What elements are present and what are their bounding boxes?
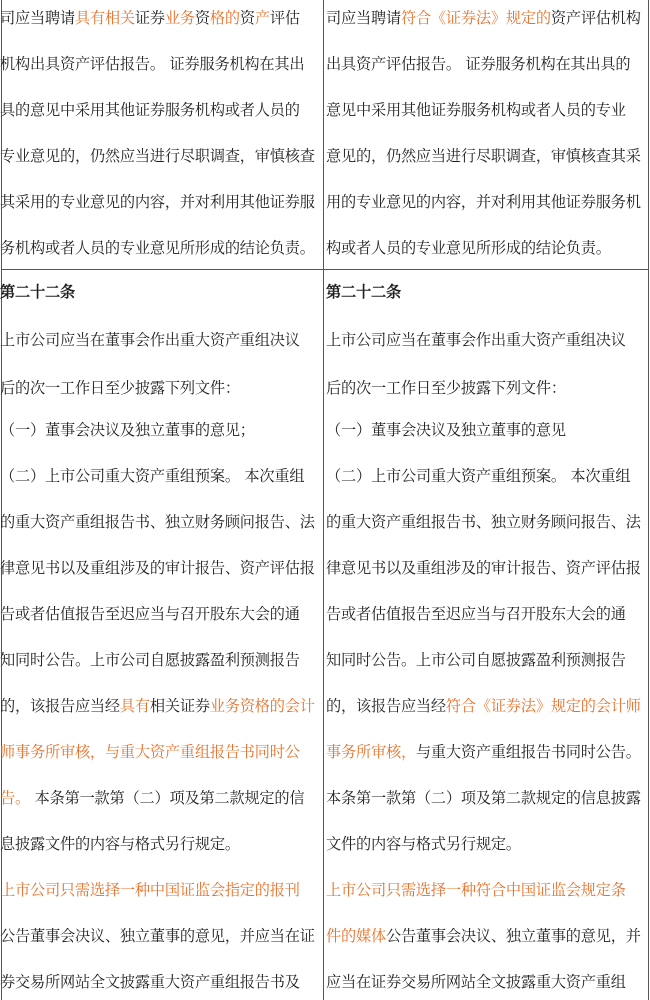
text-line	[326, 834, 648, 854]
highlighted-text: 师事务所审核，与重大资产重组报告书同时公	[0, 743, 300, 761]
text-segment: 意见的，仍然应当进行尽职调查，审慎核查其采	[326, 147, 641, 165]
text-segment: 务机构或者人员的专业意见所形成的结论负责。	[0, 239, 315, 257]
text-line	[326, 788, 648, 808]
table-border-right	[648, 0, 649, 1000]
text-line	[0, 420, 320, 440]
text-segment: 律意见书以及重组涉及的审计报告、资产评估报	[326, 559, 641, 577]
text-segment: 用的专业意见的内容，并对利用其他证券服务机	[326, 193, 641, 211]
text-line	[0, 972, 320, 992]
text-segment: 文件的内容与格式另行规定。	[326, 835, 521, 853]
text-line	[326, 8, 648, 28]
text-line	[326, 880, 648, 900]
text-line	[326, 972, 648, 992]
text-segment: 上市公司应当在董事会作出重大资产重组决议	[326, 331, 626, 349]
highlighted-text: 符合《证券法》规定的会计师	[445, 697, 641, 715]
text-line	[0, 696, 320, 716]
text-segment: 机构出具资产评估报告。 证券服务机构在其出	[0, 55, 305, 73]
text-segment: 专业意见的，仍然应当进行尽职调查，审慎核查	[0, 147, 315, 165]
text-line	[0, 604, 320, 624]
text-segment: 与重大资产重组报告书同时公告。	[415, 743, 641, 761]
text-segment: 后的次一工作日至少披露下列文件：	[326, 379, 566, 397]
text-line	[326, 238, 648, 258]
text-line	[0, 650, 320, 670]
text-segment: 评估	[269, 9, 300, 27]
text-line	[326, 742, 648, 762]
highlighted-text: 符合《证券法》规定的	[400, 9, 551, 27]
text-segment: （一）董事会决议及独立董事的意见	[326, 421, 566, 439]
text-segment: 本条第一款第（二）项及第二款规定的信息披露	[326, 789, 641, 807]
highlighted-text: 产	[254, 9, 270, 27]
highlighted-text: 事务所审核，	[326, 743, 416, 761]
text-line	[326, 604, 648, 624]
highlighted-text: 格的	[209, 9, 240, 27]
text-segment: 公告董事会决议、独立董事的意见，并应当在证	[0, 927, 315, 945]
text-line	[0, 788, 320, 808]
highlighted-text: 告。	[0, 789, 30, 807]
text-segment: 知同时公告。上市公司自愿披露盈利预测报告	[326, 651, 626, 669]
text-segment: 律意见书以及重组涉及的审计报告、资产评估报	[0, 559, 315, 577]
text-line	[0, 54, 320, 74]
text-line	[326, 192, 648, 212]
text-line	[0, 378, 320, 398]
text-segment: 的重大资产重组报告书、独立财务顾问报告、法	[0, 513, 315, 531]
row-divider	[1, 269, 649, 270]
text-line	[326, 926, 648, 946]
text-segment: 本条第一款第（二）项及第二款规定的信	[29, 789, 305, 807]
text-segment: 的，该报告应当经	[326, 697, 446, 715]
text-line	[326, 466, 648, 486]
text-line	[0, 926, 320, 946]
text-line	[0, 466, 320, 486]
text-line	[326, 146, 648, 166]
text-line	[326, 378, 648, 398]
text-line	[0, 8, 320, 28]
text-line	[326, 420, 648, 440]
text-segment: （二）上市公司重大资产重组预案。 本次重组	[0, 467, 305, 485]
highlighted-text: 件的媒体	[326, 927, 386, 945]
text-segment: 出具资产评估报告。 证券服务机构在其出具的	[326, 55, 631, 73]
text-segment: 后的次一工作日至少披露下列文件：	[0, 379, 240, 397]
text-line	[326, 100, 648, 120]
text-line	[326, 558, 648, 578]
text-line	[326, 512, 648, 532]
text-segment: 知同时公告。上市公司自愿披露盈利预测报告	[0, 651, 300, 669]
text-line	[326, 54, 648, 74]
text-segment: 告或者估值报告至迟应当与召开股东大会的通	[326, 605, 626, 623]
text-line	[0, 512, 320, 532]
highlighted-text: 具有	[119, 697, 150, 715]
text-line	[326, 696, 648, 716]
highlighted-text: 业务	[164, 9, 195, 27]
highlighted-text: 业务资格的会计	[209, 697, 315, 715]
text-line	[326, 650, 648, 670]
article-heading	[0, 282, 320, 302]
text-segment: 构或者人员的专业意见所形成的结论负责。	[326, 239, 611, 257]
text-segment: 第二十二条	[326, 283, 401, 301]
text-segment: 其采用的专业意见的内容，并对利用其他证券服	[0, 193, 315, 211]
text-line	[0, 742, 320, 762]
text-segment: 应当在证券交易所网站全文披露重大资产重组	[326, 973, 626, 991]
text-line	[0, 238, 320, 258]
text-segment: （一）董事会决议及独立董事的意见；	[0, 421, 255, 439]
text-line	[0, 330, 320, 350]
text-segment: 资	[194, 9, 210, 27]
text-segment: 第二十二条	[0, 283, 75, 301]
text-segment: 意见中采用其他证券服务机构或者人员的专业	[326, 101, 626, 119]
text-line	[0, 880, 320, 900]
text-segment: 相关证券	[149, 697, 210, 715]
text-segment: 息披露文件的内容与格式另行规定。	[0, 835, 240, 853]
text-segment: 公告董事会决议、独立董事的意见，并	[385, 927, 641, 945]
text-line	[326, 330, 648, 350]
text-line	[0, 100, 320, 120]
text-segment: 上市公司应当在董事会作出重大资产重组决议	[0, 331, 300, 349]
text-line	[0, 146, 320, 166]
text-line	[0, 558, 320, 578]
text-segment: 司应当聘请	[0, 9, 75, 27]
text-segment: 证券	[134, 9, 165, 27]
text-segment: （二）上市公司重大资产重组预案。 本次重组	[326, 467, 631, 485]
text-segment: 具的意见中采用其他证券服务机构或者人员的	[0, 101, 300, 119]
text-segment: 告或者估值报告至迟应当与召开股东大会的通	[0, 605, 300, 623]
table-divider	[323, 0, 324, 1000]
text-segment: 司应当聘请	[326, 9, 401, 27]
text-line	[0, 834, 320, 854]
article-heading	[326, 282, 648, 302]
text-segment: 的重大资产重组报告书、独立财务顾问报告、法	[326, 513, 641, 531]
text-segment: 的，该报告应当经	[0, 697, 120, 715]
highlighted-text: 上市公司只需选择一种中国证监会指定的报刊	[0, 881, 300, 899]
text-segment: 券交易所网站全文披露重大资产重组报告书及	[0, 973, 300, 991]
highlighted-text: 上市公司只需选择一种符合中国证监会规定条	[326, 881, 626, 899]
text-segment: 资产评估机构	[550, 9, 641, 27]
highlighted-text: 具有相关	[74, 9, 135, 27]
text-line	[0, 192, 320, 212]
text-segment: 资	[239, 9, 255, 27]
